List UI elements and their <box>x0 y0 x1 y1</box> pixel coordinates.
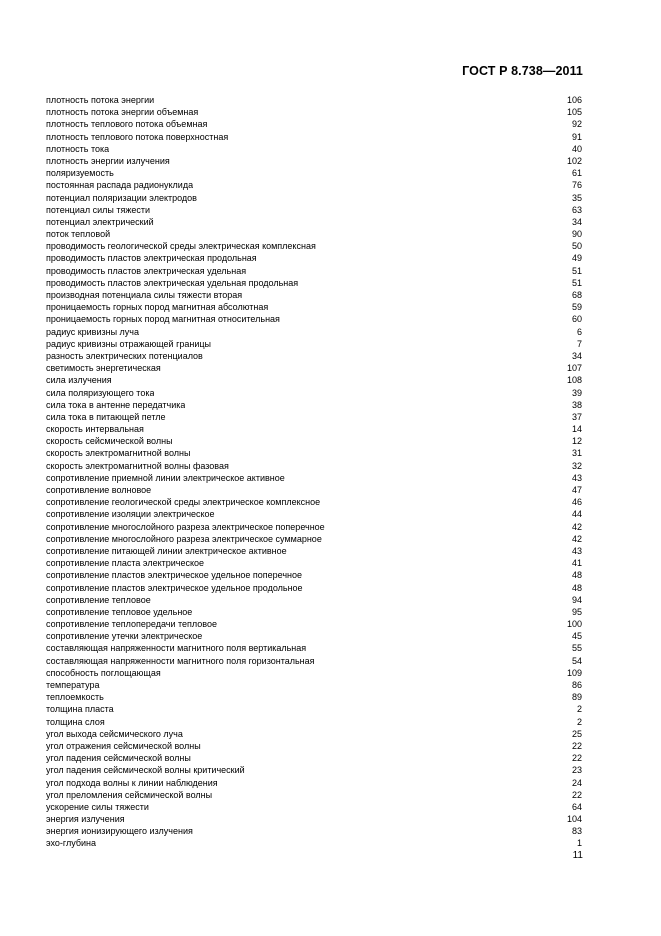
index-term: угол выхода сейсмического луча <box>46 728 183 739</box>
index-entry <box>46 533 582 545</box>
index-page-ref: 22 <box>571 753 582 764</box>
index-page-ref: 109 <box>566 667 582 678</box>
index-entry <box>46 423 582 435</box>
index-entry <box>46 472 582 484</box>
index-term: радиус кривизны отражающей границы <box>46 338 212 349</box>
index-entry <box>46 582 582 594</box>
index-page-ref: 42 <box>571 521 582 532</box>
index-entry <box>46 813 582 825</box>
index-entry <box>46 350 582 362</box>
index-entry <box>46 118 582 130</box>
index-term: плотность энергии излучения <box>46 155 170 166</box>
index-entry <box>46 313 582 325</box>
index-entry <box>46 192 582 204</box>
index-page-ref: 83 <box>571 826 582 837</box>
index-entry <box>46 752 582 764</box>
index-page-ref: 68 <box>571 290 582 300</box>
index-page-ref: 64 <box>571 801 582 812</box>
index-term: разность электрических потенциалов <box>46 350 203 361</box>
index-page-ref: 22 <box>571 740 582 751</box>
index-page-ref: 6 <box>576 326 582 337</box>
index-entry <box>46 496 582 508</box>
index-page-ref: 105 <box>566 107 582 118</box>
index-page-ref: 42 <box>571 533 582 544</box>
index-term: способность поглощающая <box>46 667 161 678</box>
index-term: сопротивление пластов электрическое удельное продольное <box>46 582 303 593</box>
index-entry <box>46 569 582 581</box>
index-term: энергия ионизирующего излучения <box>46 826 193 837</box>
document-header: ГОСТ Р 8.738—2011 <box>462 64 583 78</box>
index-term: поляризуемость <box>46 168 114 179</box>
index-page-ref: 60 <box>571 314 582 325</box>
term-index-list <box>46 94 582 850</box>
index-entry <box>46 362 582 374</box>
index-page-ref: 34 <box>571 216 582 227</box>
index-page-ref: 51 <box>571 277 582 288</box>
index-term: проводимость пластов электрическая удельная <box>46 265 247 276</box>
index-entry <box>46 679 582 691</box>
index-term: составляющая напряженности магнитного поля горизонтальная <box>46 655 315 666</box>
index-term: постоянная распада радионуклида <box>46 180 194 191</box>
index-page-ref: 34 <box>571 350 582 361</box>
index-page-ref: 108 <box>566 375 582 386</box>
index-entry <box>46 399 582 411</box>
index-term: скорость интервальная <box>46 424 144 435</box>
index-page-ref: 46 <box>571 497 582 508</box>
index-term: сопротивление пластов электрическое удельное поперечное <box>46 570 303 581</box>
index-term: поток тепловой <box>46 229 111 240</box>
index-term: ускорение силы тяжести <box>46 801 149 812</box>
index-page-ref: 47 <box>571 485 582 495</box>
index-page-ref: 22 <box>571 789 582 800</box>
index-entry <box>46 411 582 423</box>
index-term: толщина слоя <box>46 716 105 727</box>
index-entry <box>46 374 582 386</box>
index-entry <box>46 825 582 837</box>
index-page-ref: 32 <box>571 460 582 471</box>
index-term: угол падения сейсмической волны <box>46 753 191 764</box>
index-term: светимость энергетическая <box>46 363 161 374</box>
index-term: плотность потока энергии <box>46 95 155 105</box>
index-page-ref: 14 <box>571 424 582 435</box>
index-entry <box>46 691 582 703</box>
index-term: составляющая напряженности магнитного поля вертикальная <box>46 643 307 654</box>
index-page-ref: 40 <box>571 143 582 154</box>
index-term: плотность теплового потока объемная <box>46 119 208 130</box>
page-number: 11 <box>572 850 583 861</box>
index-page-ref: 59 <box>571 302 582 313</box>
index-page-ref: 54 <box>571 655 582 666</box>
index-entry <box>46 204 582 216</box>
index-entry <box>46 764 582 776</box>
index-entry <box>46 326 582 338</box>
index-entry <box>46 435 582 447</box>
index-term: проводимость геологической среды электрическая комплексная <box>46 241 316 252</box>
index-entry <box>46 837 582 849</box>
index-entry <box>46 277 582 289</box>
index-page-ref: 35 <box>571 192 582 203</box>
index-page-ref: 61 <box>571 168 582 179</box>
index-term: энергия излучения <box>46 814 125 825</box>
index-term: сопротивление геологической среды электрическое комплексное <box>46 497 321 508</box>
index-entry <box>46 716 582 728</box>
index-page-ref: 94 <box>571 594 582 605</box>
index-page-ref: 7 <box>576 338 582 349</box>
index-term: сопротивление волновое <box>46 485 152 495</box>
index-page-ref: 25 <box>571 728 582 739</box>
index-entry <box>46 703 582 715</box>
index-term: сопротивление теплопередачи тепловое <box>46 619 217 630</box>
index-entry <box>46 545 582 557</box>
index-entry <box>46 216 582 228</box>
index-entry <box>46 301 582 313</box>
index-term: толщина пласта <box>46 704 114 715</box>
index-term: эхо-глубина <box>46 838 96 849</box>
index-entry <box>46 179 582 191</box>
index-entry <box>46 484 582 496</box>
index-term: угол преломления сейсмической волны <box>46 789 213 800</box>
index-term: угол отражения сейсмической волны <box>46 740 201 751</box>
index-page-ref: 51 <box>571 265 582 276</box>
index-term: угол подхода волны к линии наблюдения <box>46 777 218 788</box>
index-page-ref: 38 <box>571 399 582 410</box>
index-term: сила тока в антенне передатчика <box>46 399 186 410</box>
index-term: производная потенциала силы тяжести вторая <box>46 290 243 300</box>
index-entry <box>46 557 582 569</box>
index-term: сопротивление утечки электрическое <box>46 631 203 642</box>
index-term: сопротивление питающей линии электрическое активное <box>46 545 287 556</box>
index-term: сопротивление изоляции электрическое <box>46 509 215 520</box>
index-term: сопротивление приемной линии электрическое активное <box>46 472 285 483</box>
index-term: сопротивление пласта электрическое <box>46 558 205 569</box>
index-term: сила поляризующего тока <box>46 387 155 398</box>
index-page-ref: 89 <box>571 692 582 703</box>
index-entry <box>46 460 582 472</box>
index-term: сопротивление многослойного разреза электрическое поперечное <box>46 521 325 532</box>
index-entry <box>46 777 582 789</box>
index-term: потенциал поляризации электродов <box>46 192 197 203</box>
index-page-ref: 45 <box>571 631 582 642</box>
index-term: плотность тока <box>46 143 110 154</box>
index-page-ref: 102 <box>566 155 582 166</box>
index-page-ref: 91 <box>571 131 582 142</box>
index-term: проводимость пластов электрическая удельная продольная <box>46 277 299 288</box>
index-entry <box>46 642 582 654</box>
index-entry <box>46 143 582 155</box>
index-entry <box>46 655 582 667</box>
index-entry <box>46 594 582 606</box>
index-page-ref: 86 <box>571 680 582 690</box>
index-entry <box>46 265 582 277</box>
index-page-ref: 43 <box>571 472 582 483</box>
index-term: сила тока в питающей петле <box>46 411 166 422</box>
index-page-ref: 106 <box>566 95 582 105</box>
index-page-ref: 24 <box>571 777 582 788</box>
index-term: сопротивление тепловое удельное <box>46 606 193 617</box>
index-entry <box>46 606 582 618</box>
index-entry <box>46 155 582 167</box>
index-page-ref: 39 <box>571 387 582 398</box>
index-term: радиус кривизны луча <box>46 326 139 337</box>
index-entry <box>46 289 582 301</box>
index-entry <box>46 667 582 679</box>
index-page-ref: 43 <box>571 545 582 556</box>
index-page-ref: 2 <box>576 716 582 727</box>
index-entry <box>46 106 582 118</box>
index-page-ref: 63 <box>571 204 582 215</box>
index-term: проницаемость горных пород магнитная относительная <box>46 314 280 325</box>
index-page-ref: 49 <box>571 253 582 264</box>
index-page-ref: 100 <box>566 619 582 630</box>
index-term: проводимость пластов электрическая продольная <box>46 253 257 264</box>
index-page-ref: 2 <box>576 704 582 715</box>
index-page-ref: 23 <box>571 765 582 776</box>
index-page-ref: 12 <box>571 436 582 447</box>
index-term: сила излучения <box>46 375 112 386</box>
index-entry <box>46 740 582 752</box>
index-entry <box>46 789 582 801</box>
index-page-ref: 95 <box>571 606 582 617</box>
index-term: плотность потока энергии объемная <box>46 107 199 118</box>
index-term: теплоемкость <box>46 692 104 703</box>
index-term: скорость электромагнитной волны фазовая <box>46 460 229 471</box>
index-entry <box>46 228 582 240</box>
index-page-ref: 104 <box>566 814 582 825</box>
index-page-ref: 1 <box>576 838 582 849</box>
index-page-ref: 44 <box>571 509 582 520</box>
index-entry <box>46 801 582 813</box>
index-entry <box>46 387 582 399</box>
index-term: сопротивление тепловое <box>46 594 151 605</box>
index-entry <box>46 131 582 143</box>
index-entry <box>46 508 582 520</box>
index-page-ref: 55 <box>571 643 582 654</box>
index-term: сопротивление многослойного разреза электрическое суммарное <box>46 533 322 544</box>
index-entry <box>46 447 582 459</box>
index-page-ref: 41 <box>571 558 582 569</box>
index-page-ref: 76 <box>571 180 582 191</box>
index-term: температура <box>46 680 100 690</box>
index-term: потенциал силы тяжести <box>46 204 151 215</box>
index-entry <box>46 240 582 252</box>
index-term: потенциал электрический <box>46 216 154 227</box>
index-page-ref: 48 <box>571 570 582 581</box>
index-entry <box>46 94 582 106</box>
index-term: проницаемость горных пород магнитная абсолютная <box>46 302 269 313</box>
index-entry <box>46 618 582 630</box>
index-term: скорость сейсмической волны <box>46 436 173 447</box>
index-entry <box>46 167 582 179</box>
index-entry <box>46 728 582 740</box>
index-entry <box>46 252 582 264</box>
index-term: скорость электромагнитной волны <box>46 448 191 459</box>
index-entry <box>46 338 582 350</box>
index-entry <box>46 630 582 642</box>
index-page-ref: 37 <box>571 411 582 422</box>
index-page-ref: 31 <box>571 448 582 459</box>
index-term: угол падения сейсмической волны критический <box>46 765 245 776</box>
index-page-ref: 48 <box>571 582 582 593</box>
index-page-ref: 107 <box>566 363 582 374</box>
index-entry <box>46 521 582 533</box>
index-page-ref: 90 <box>571 229 582 240</box>
index-page-ref: 92 <box>571 119 582 130</box>
index-term: плотность теплового потока поверхностная <box>46 131 229 142</box>
index-page-ref: 50 <box>571 241 582 252</box>
